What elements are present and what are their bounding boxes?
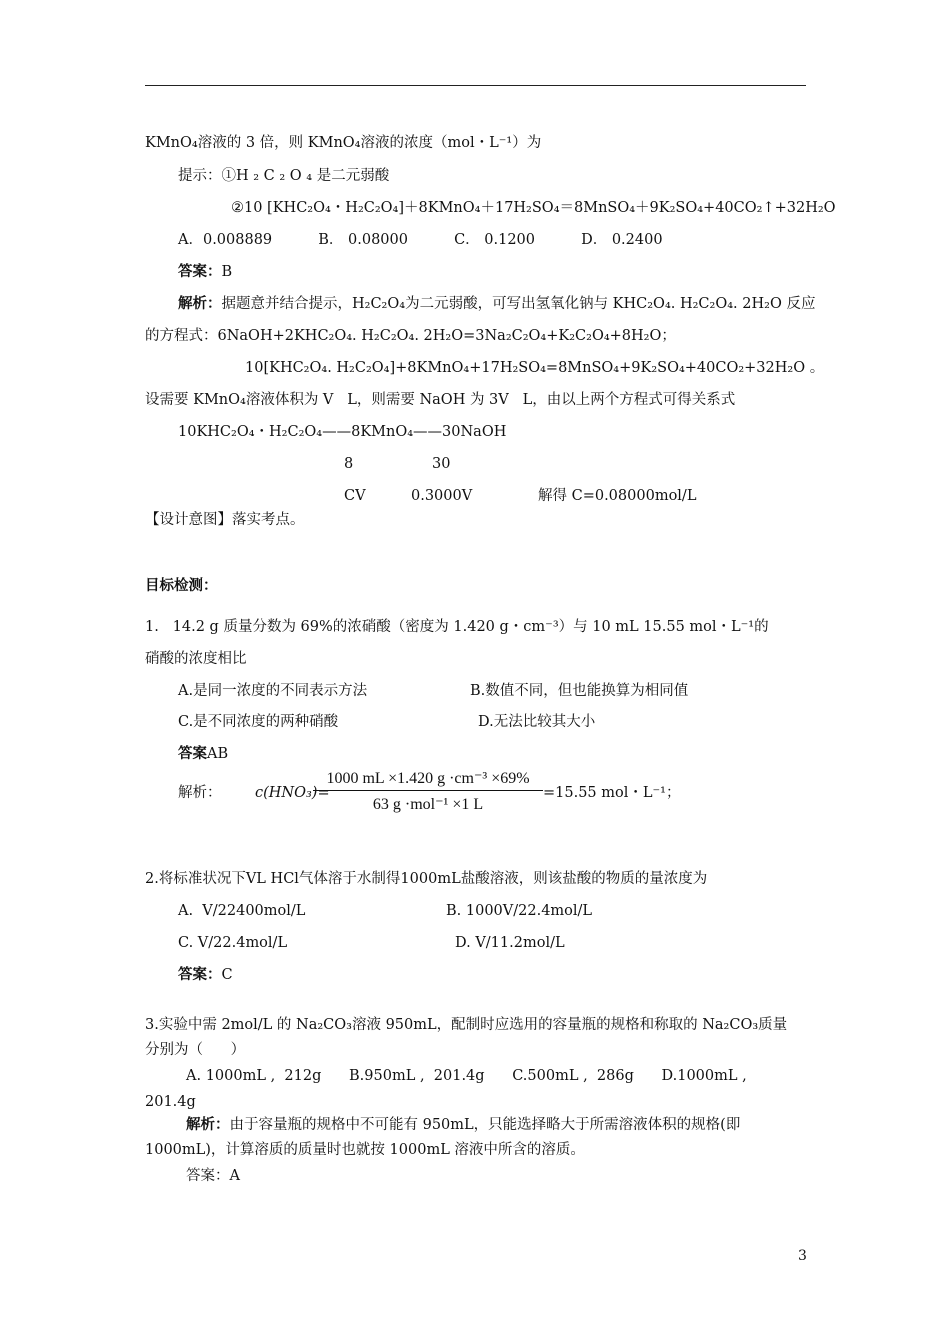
text-line: KMnO₄溶液的 3 倍，则 KMnO₄溶液的浓度（mol・L⁻¹）为 <box>145 135 542 151</box>
solution-text: 解得 C=0.08000mol/L <box>538 488 697 504</box>
relation-value: 8 <box>344 456 354 472</box>
relation-value: 30 <box>432 456 451 472</box>
analysis-text: 据题意并结合提示，H₂C₂O₄为二元弱酸，可写出氢氧化钠与 KHC₂O₄. H₂C₂O₄. 2H₂O 反应 <box>221 296 816 312</box>
fraction-numerator: 1000 mL ×1.420 g ·cm⁻³ ×69% <box>313 768 543 791</box>
answer-line <box>178 965 233 985</box>
question-1: 1. 14.2 g 质量分数为 69%的浓硝酸（密度为 1.420 g・cm⁻³）与 10 mL 15.55 mol・L⁻¹的 <box>145 619 769 635</box>
option-a: A. V/22400mol/L <box>178 903 306 919</box>
option-d: D.无法比较其大小 <box>478 714 596 730</box>
fraction <box>313 768 543 814</box>
text-line: 设需要 KMnO₄溶液体积为 V L，则需要 NaOH 为 3V L，由以上两个方程式可得关系式 <box>145 392 736 408</box>
text-line: 的方程式：6NaOH+2KHC₂O₄. H₂C₂O₄. 2H₂O=3Na₂C₂O₄+K₂C₂O₄+8H₂O； <box>145 328 676 344</box>
analysis-line <box>186 1115 740 1135</box>
text-line: 硝酸的浓度相比 <box>145 651 247 667</box>
hint-line: 提示：①H ₂ C ₂ O ₄ 是二元弱酸 <box>178 168 390 184</box>
answer-value: C <box>221 967 233 983</box>
header-rule <box>145 85 806 86</box>
question-2: 2.将标准状况下VL HCl气体溶于水制得1000mL盐酸溶液，则该盐酸的物质的量浓度为 <box>145 871 708 887</box>
equation-line: 10[KHC₂O₄. H₂C₂O₄]+8KMnO₄+17H₂SO₄=8MnSO₄+9K₂SO₄+40CO₂+32H₂O 。 <box>245 360 825 376</box>
analysis-label: 解析： <box>186 1116 230 1133</box>
options-line: A. 1000mL , 212g B.950mL , 201.4g C.500mL , 286g D.1000mL , <box>186 1068 747 1084</box>
answer-label: 答案 <box>178 745 207 762</box>
fraction-denominator: 63 g ·mol⁻¹ ×1 L <box>372 796 484 813</box>
analysis-label: 解析： <box>178 295 222 312</box>
text-line: 1000mL)，计算溶质的质量时也就按 1000mL 溶液中所含的溶质。 <box>145 1142 585 1158</box>
option-c: C. V/22.4mol/L <box>178 935 288 951</box>
option-a: A.是同一浓度的不同表示方法 <box>178 683 368 699</box>
relation-value: 0.3000V <box>411 488 473 504</box>
option-b: B. 1000V/22.4mol/L <box>446 903 593 919</box>
options-continuation: 201.4g <box>145 1094 196 1110</box>
answer-value: AB <box>207 746 229 762</box>
equation-line: ②10 [KHC₂O₄・H₂C₂O₄]＋8KMnO₄＋17H₂SO₄＝8MnSO₄＋9K₂SO₄+40CO₂↑+32H₂O <box>231 200 836 216</box>
answer-label: 答案： <box>178 263 222 280</box>
page-number: 3 <box>798 1248 807 1264</box>
analysis-line <box>178 294 815 314</box>
options-line: A．0.008889 B． 0.08000 C． 0.1200 D． 0.2400 <box>178 232 663 248</box>
formula-rhs: =15.55 mol・L⁻¹； <box>543 785 681 801</box>
analysis-text: 由于容量瓶的规格中不可能有 950mL，只能选择略大于所需溶液体积的规格(即 <box>229 1117 741 1133</box>
section-heading: 目标检测： <box>145 577 218 594</box>
answer-line <box>178 744 228 764</box>
analysis-label: 解析： <box>178 785 222 801</box>
relation-value: CV <box>344 488 366 504</box>
answer-label: 答案： <box>178 966 222 983</box>
answer-value: B <box>221 264 233 280</box>
formula-lhs: c(HNO₃)= <box>255 785 330 801</box>
option-c: C.是不同浓度的两种硝酸 <box>178 714 339 730</box>
option-d: D. V/11.2mol/L <box>455 935 565 951</box>
relation-line: 10KHC₂O₄・H₂C₂O₄——8KMnO₄——30NaOH <box>178 424 507 440</box>
design-intent: 【设计意图】落实考点。 <box>145 512 305 528</box>
answer-line: 答案：A <box>186 1168 240 1184</box>
answer-line <box>178 262 232 282</box>
question-3: 3.实验中需 2mol/L 的 Na₂CO₃溶液 950mL，配制时应选用的容量瓶的规格和称取的 Na₂CO₃质量 <box>145 1017 788 1033</box>
option-b: B.数值不同，但也能换算为相同值 <box>470 683 689 699</box>
text-line: 分别为（ ） <box>145 1042 246 1058</box>
